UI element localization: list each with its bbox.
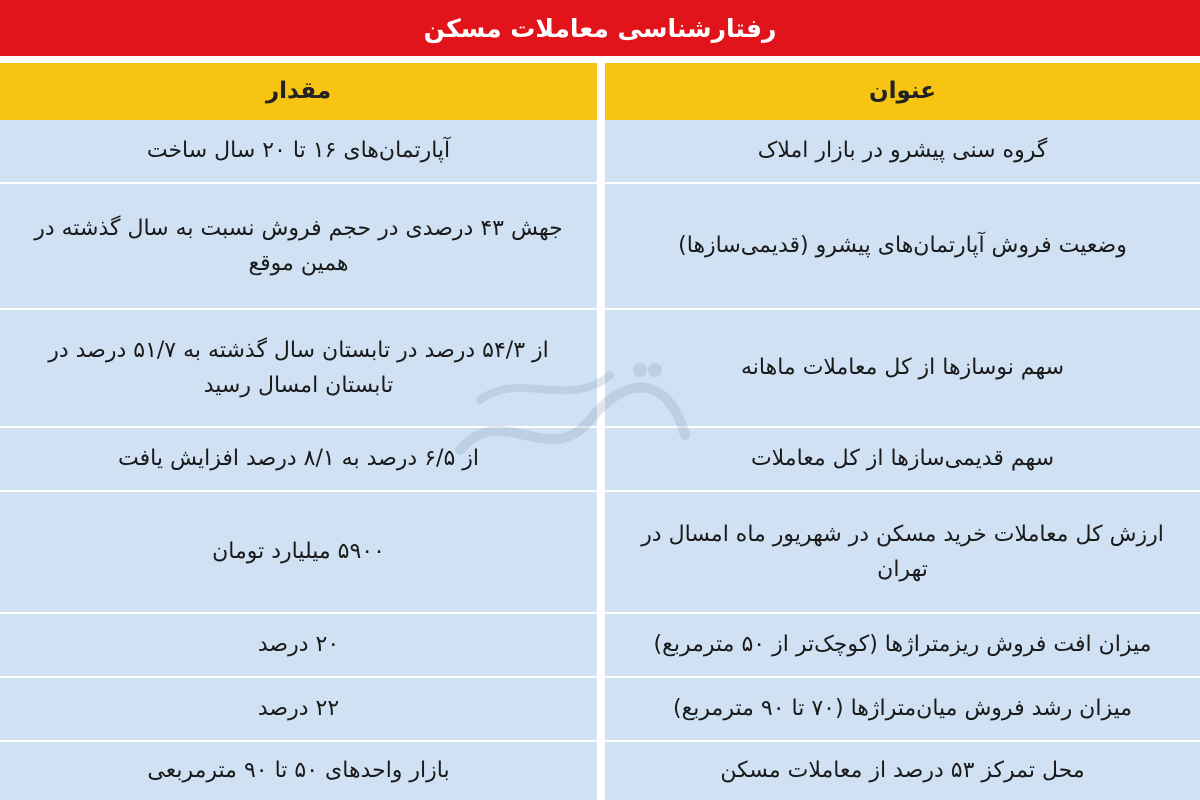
cell-amount: بازار واحدهای ۵۰ تا ۹۰ مترمربعی [0,742,597,800]
header-title: عنوان [605,63,1200,120]
cell-title: گروه سنی پیشرو در بازار املاک [605,120,1200,182]
cell-title: ارزش کل معاملات خرید مسکن در شهریور ماه امسال در تهران [605,492,1200,612]
table-header-row [0,63,1200,120]
cell-amount: ۵۹۰۰ میلیارد تومان [0,492,597,612]
table-row [0,184,1200,308]
table-row [0,120,1200,182]
cell-amount: از ۵۴/۳ درصد در تابستان سال گذشته به ۵۱/۷ درصد در تابستان امسال رسید [0,310,597,426]
cell-title: سهم قدیمی‌سازها از کل معاملات [605,428,1200,490]
table-row [0,678,1200,740]
cell-amount: ۲۰ درصد [0,614,597,676]
table-row [0,492,1200,612]
table-row [0,614,1200,676]
table-row [0,310,1200,426]
cell-title: میزان رشد فروش میان‌متراژها (۷۰ تا ۹۰ مترمربع) [605,678,1200,740]
cell-amount: ۲۲ درصد [0,678,597,740]
table-row [0,428,1200,490]
header-amount: مقدار [0,63,597,120]
cell-amount: جهش ۴۳ درصدی در حجم فروش نسبت به سال گذشته در همین موقع [0,184,597,308]
cell-amount: از ۶/۵ درصد به ۸/۱ درصد افزایش یافت [0,428,597,490]
cell-title: محل تمرکز ۵۳ درصد از معاملات مسکن [605,742,1200,800]
page-title: رفتارشناسی معاملات مسکن [0,0,1200,56]
cell-amount: آپارتمان‌های ۱۶ تا ۲۰ سال ساخت [0,120,597,182]
cell-title: وضعیت فروش آپارتمان‌های پیشرو (قدیمی‌سازها) [605,184,1200,308]
cell-title: میزان افت فروش ریزمتراژها (کوچک‌تر از ۵۰ مترمربع) [605,614,1200,676]
table-row [0,742,1200,800]
cell-title: سهم نوسازها از کل معاملات ماهانه [605,310,1200,426]
data-table [0,56,1200,800]
